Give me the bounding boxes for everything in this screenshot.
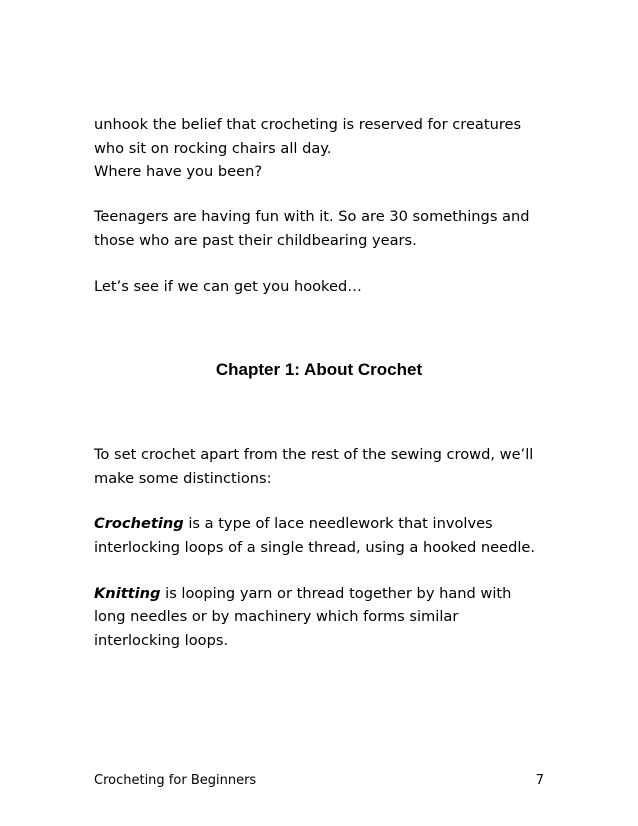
distinction-line-1: To set crochet apart from the rest of the sewing crowd, we’ll <box>94 446 534 463</box>
knitting-definition-line-1 <box>94 585 511 603</box>
crocheting-definition-text: is a type of lace needlework that involves <box>183 515 493 532</box>
teen-line-2: those who are past their childbearing years. <box>94 232 417 249</box>
crocheting-term: Crocheting <box>94 515 184 532</box>
knitting-definition-line-3: interlocking loops. <box>94 632 229 649</box>
page-number: 7 <box>535 773 544 788</box>
teen-line-1: Teenagers are having fun with it. So are 30 somethings and <box>94 208 530 225</box>
crocheting-definition-line-1 <box>94 515 493 533</box>
knitting-term: Knitting <box>94 585 161 602</box>
distinction-line-2: make some distinctions: <box>94 470 272 487</box>
footer-title: Crocheting for Beginners <box>94 773 257 788</box>
intro-line-1: unhook the belief that crocheting is reserved for creatures <box>94 116 522 133</box>
crocheting-definition-line-2: interlocking loops of a single thread, using a hooked needle. <box>94 539 536 556</box>
knitting-definition-line-2: long needles or by machinery which forms similar <box>94 608 459 625</box>
hooked-line: Let’s see if we can get you hooked… <box>94 278 362 295</box>
intro-line-2: who sit on rocking chairs all day. <box>94 140 332 157</box>
knitting-definition-text: is looping yarn or thread together by hand with <box>160 585 512 602</box>
chapter-title: Chapter 1: About Crochet <box>215 360 423 379</box>
intro-line-3: Where have you been? <box>94 163 263 180</box>
